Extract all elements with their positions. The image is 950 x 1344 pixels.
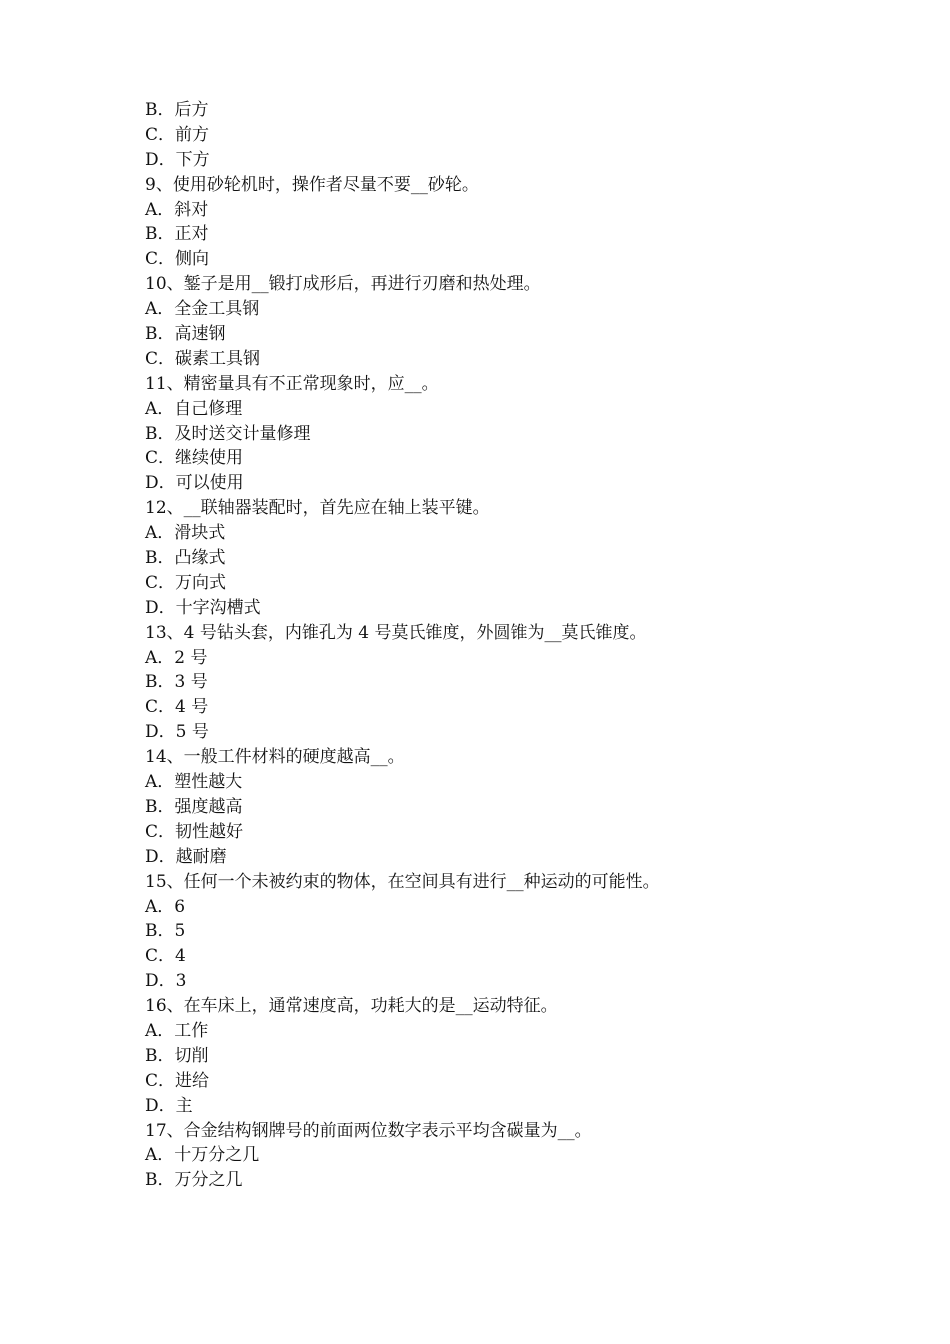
option-line: D．十字沟槽式 bbox=[145, 597, 261, 618]
option-line: A．6 bbox=[145, 896, 186, 917]
question-line: 15、任何一个未被约束的物体，在空间具有进行__种运动的可能性。 bbox=[145, 871, 660, 892]
option-line: A．滑块式 bbox=[145, 523, 226, 544]
option-line: A．全金工具钢 bbox=[145, 299, 260, 320]
question-line: 16、在车床上，通常速度高，功耗大的是__运动特征。 bbox=[145, 996, 558, 1017]
question-line: 12、__联轴器装配时，首先应在轴上装平键。 bbox=[145, 498, 490, 519]
question-line: 11、精密量具有不正常现象时，应__。 bbox=[145, 373, 439, 394]
option-line: A．斜对 bbox=[145, 199, 209, 220]
option-line: C．万向式 bbox=[145, 572, 227, 593]
option-line: C．韧性越好 bbox=[145, 821, 244, 842]
option-line: B．强度越高 bbox=[145, 796, 243, 817]
option-line: D．下方 bbox=[145, 149, 210, 170]
option-line: C．4 号 bbox=[145, 697, 209, 718]
option-line: A．自己修理 bbox=[145, 398, 243, 419]
question-list bbox=[145, 98, 845, 1193]
question-line: 14、一般工件材料的硬度越高__。 bbox=[145, 747, 405, 768]
option-line: C．4 bbox=[145, 946, 186, 967]
option-line: C．侧向 bbox=[145, 249, 210, 270]
option-line: D．5 号 bbox=[145, 722, 209, 743]
option-line: B．后方 bbox=[145, 100, 209, 120]
question-line: 13、4 号钻头套，内锥孔为 4 号莫氏锥度，外圆锥为__莫氏锥度。 bbox=[145, 622, 647, 643]
option-line: C．前方 bbox=[145, 124, 210, 145]
option-line: C．继续使用 bbox=[145, 448, 244, 469]
option-line: B．正对 bbox=[145, 224, 209, 245]
option-line: B．切削 bbox=[145, 1045, 209, 1066]
option-line: B．凸缘式 bbox=[145, 548, 226, 569]
option-line: B．及时送交计量修理 bbox=[145, 423, 311, 444]
option-line: D．越耐磨 bbox=[145, 846, 227, 867]
option-line: C．碳素工具钢 bbox=[145, 348, 261, 369]
option-line: A．塑性越大 bbox=[145, 772, 243, 793]
option-line: D．主 bbox=[145, 1095, 193, 1116]
option-line: D．可以使用 bbox=[145, 473, 244, 494]
option-line: B．万分之几 bbox=[145, 1170, 243, 1191]
option-line: C．进给 bbox=[145, 1070, 210, 1091]
option-line: A．2 号 bbox=[145, 647, 208, 668]
option-line: A．十万分之几 bbox=[145, 1145, 260, 1166]
option-line: B．3 号 bbox=[145, 672, 208, 693]
question-line: 10、錾子是用__锻打成形后，再进行刃磨和热处理。 bbox=[145, 274, 541, 295]
question-line: 17、合金结构钢牌号的前面两位数字表示平均含碳量为__。 bbox=[145, 1120, 592, 1141]
option-line: A．工作 bbox=[145, 1020, 209, 1041]
question-line: 9、使用砂轮机时，操作者尽量不要__砂轮。 bbox=[145, 174, 479, 195]
option-line: D．3 bbox=[145, 971, 187, 992]
option-line: B．5 bbox=[145, 921, 186, 942]
option-line: B．高速钢 bbox=[145, 324, 226, 345]
